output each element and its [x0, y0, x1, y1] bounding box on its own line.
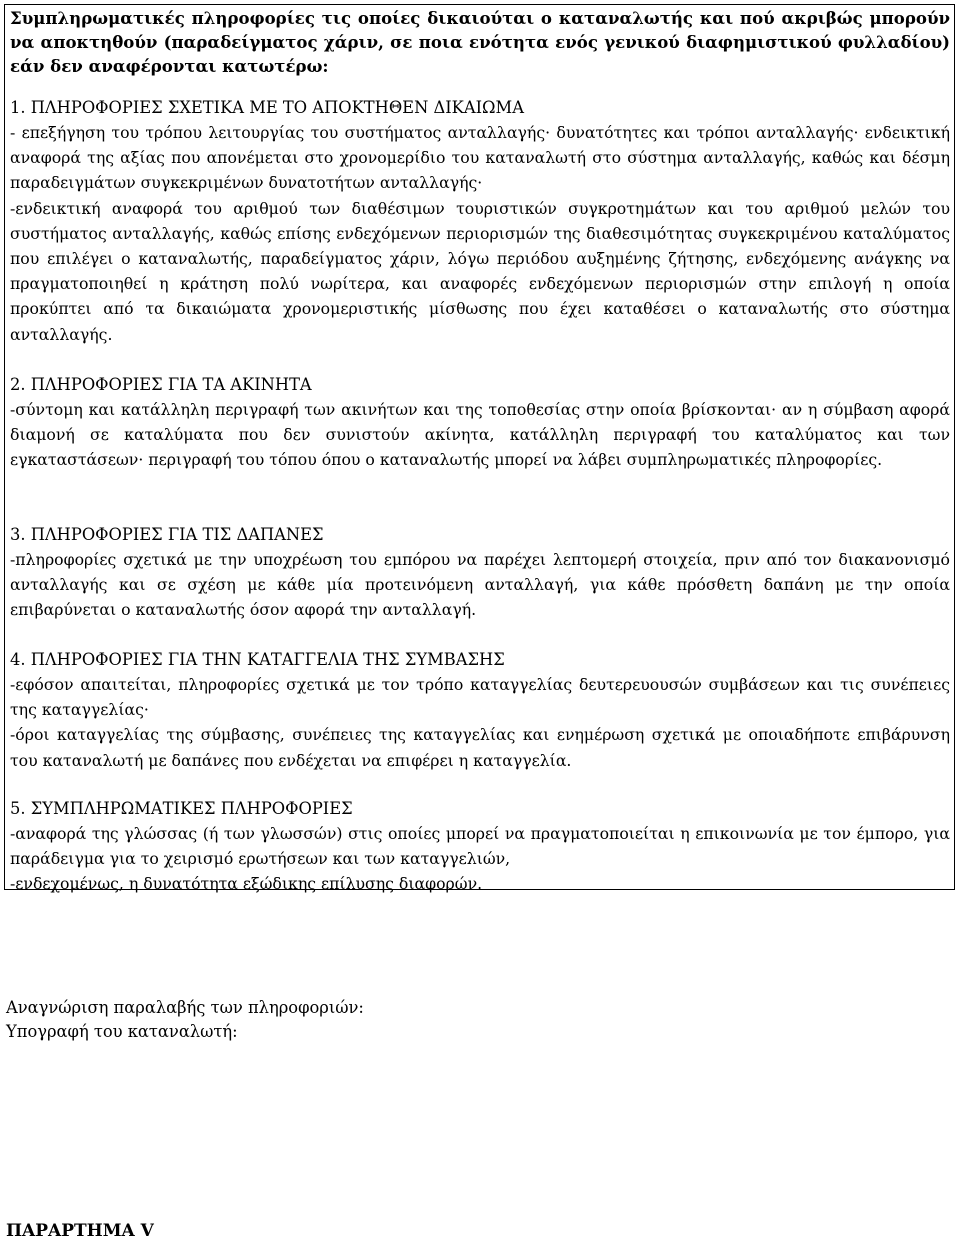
- section-costs: [10, 522, 950, 623]
- acknowledgement-block: [6, 996, 364, 1044]
- section-heading: 3. ΠΛΗΡΟΦΟΡΙΕΣ ΓΙΑ ΤΙΣ ΔΑΠΑΝΕΣ: [10, 525, 324, 544]
- annex-title: ΠΑΡΑΡΤΗΜΑ V: [6, 1221, 154, 1241]
- section-heading: 4. ΠΛΗΡΟΦΟΡΙΕΣ ΓΙΑ ΤΗΝ ΚΑΤΑΓΓΕΛΙΑ ΤΗΣ ΣΥΜΒΑΣΗΣ: [10, 650, 505, 669]
- section-paragraph: -εφόσον απαιτείται, πληροφορίες σχετικά με τον τρόπο καταγγελίας δευτερευουσών συμβάσεων και τις συνέπειες της καταγγελίας·: [10, 675, 950, 720]
- section-paragraph: -σύντομη και κατάλληλη περιγραφή των ακινήτων και της τοποθεσίας στην οποία βρίσκονται· αν η σύμβαση αφορά διαμονή σε καταλύματα που δεν συνιστούν ακίνητα, κατάλληλη περιγραφή του καταλύματος και των εγκαταστάσεων· περιγραφή του τόπου όπου ο καταναλωτής μπορεί να λάβει συμπληρωματικές πληροφορίες.: [10, 400, 950, 470]
- section-additional-info: [10, 796, 950, 897]
- section-paragraph: -πληροφορίες σχετικά με την υποχρέωση του εμπόρου να παρέχει λεπτομερή στοιχεία, πριν από τον διακανονισμό ανταλλαγής και σε σχέση με κάθε μία προτεινόμενη ανταλλαγή, για κάθε πρόσθετη δαπάνη με την οποία επιβαρύνεται ο καταναλωτής όσον αφορά την ανταλλαγή.: [10, 550, 950, 620]
- section-heading: 2. ΠΛΗΡΟΦΟΡΙΕΣ ΓΙΑ ΤΑ ΑΚΙΝΗΤΑ: [10, 375, 312, 394]
- section-paragraph: - επεξήγηση του τρόπου λειτουργίας του συστήματος ανταλλαγής· δυνατότητες και τρόποι ανταλλαγής· ενδεικτική αναφορά της αξίας που απονέμεται στο χρονομερίδιο του καταναλωτή στο σύστημα ανταλλαγής, καθώς και δέσμη παραδειγμάτων συγκεκριμένων δυνατοτήτων ανταλλαγής·: [10, 123, 950, 193]
- section-paragraph: -όροι καταγγελίας της σύμβασης, συνέπειες της καταγγελίας και ενημέρωση σχετικά με οποιαδήποτε επιβάρυνση του καταναλωτή με δαπάνες που ενδέχεται να επιφέρει η καταγγελία.: [10, 725, 950, 770]
- receipt-acknowledgement-line: Αναγνώριση παραλαβής των πληροφοριών:: [6, 998, 364, 1017]
- section-exchange-right: [10, 95, 950, 347]
- section-heading: 5. ΣΥΜΠΛΗΡΩΜΑΤΙΚΕΣ ΠΛΗΡΟΦΟΡΙΕΣ: [10, 799, 353, 818]
- intro-text: Συμπληρωματικές πληροφορίες τις οποίες δικαιούται ο καταναλωτής και πού ακριβώς μπορούν να αποκτηθούν (παραδείγματος χάριν, σε ποια ενότητα ενός γενικού διαφημιστικού φυλλαδίου) εάν δεν αναφέρονται κατωτέρω:: [10, 8, 950, 76]
- consumer-signature-line: Υπογραφή του καταναλωτή:: [6, 1022, 238, 1041]
- section-paragraph: -αναφορά της γλώσσας (ή των γλωσσών) στις οποίες μπορεί να πραγματοποιείται η επικοινωνία με τον έμπορο, για παράδειγμα για το χειρισμό ερωτήσεων και των καταγγελιών,: [10, 824, 950, 869]
- section-properties: [10, 372, 950, 473]
- section-heading: 1. ΠΛΗΡΟΦΟΡΙΕΣ ΣΧΕΤΙΚΑ ΜΕ ΤΟ ΑΠΟΚΤΗΘΕΝ ΔΙΚΑΙΩΜΑ: [10, 98, 524, 117]
- section-paragraph: -ενδεχομένως, η δυνατότητα εξώδικης επίλυσης διαφορών.: [10, 874, 483, 894]
- section-termination: [10, 647, 950, 773]
- section-paragraph: -ενδεικτική αναφορά του αριθμού των διαθέσιμων τουριστικών συγκροτημάτων και του αριθμού μελών του συστήματος ανταλλαγής, καθώς επίσης ενδεχόμενων περιορισμών της διαθεσιμότητας συγκεκριμένου καταλύματος που επιλέγει ο καταναλωτής, παραδείγματος χάριν, λόγω περιόδου αυξημένης ζήτησης, ενδεχόμενης ανάγκης να πραγματοποιηθεί η κράτηση πολύ νωρίτερα, και αναφορές ενδεχόμενων περιορισμών στην επιλογή η οποία προκύπτει από τα δικαιώματα χρονομεριστικής μίσθωσης που έχει καταθέσει ο καταναλωτής στο σύστημα ανταλλαγής.: [10, 198, 950, 344]
